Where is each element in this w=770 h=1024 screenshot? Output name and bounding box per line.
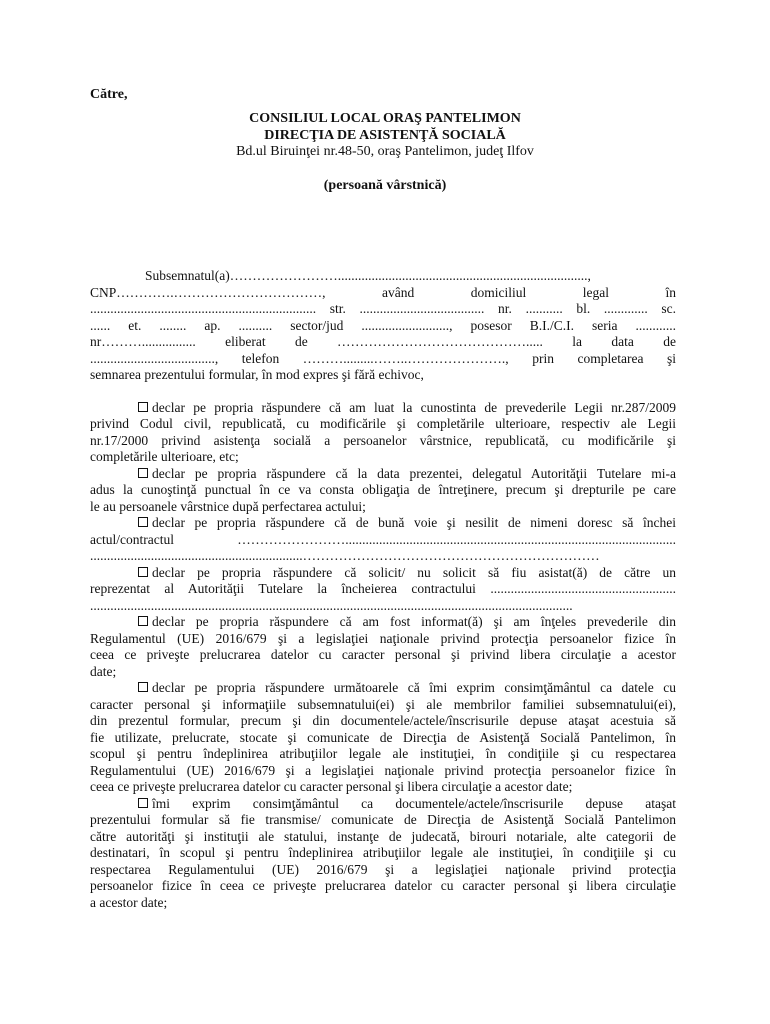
declaration-line: nr.17/2000 privind asistenţa socială a persoanelor vârstnice, republicată, cu modificările şi <box>90 432 676 448</box>
declaration-line: declar pe propria răspundere următoarele că îmi exprim consimţământul ca datele cu <box>152 680 676 695</box>
directorate-name: DIRECŢIA DE ASISTENŢĂ SOCIALĂ <box>264 127 506 143</box>
declaration-line: declar pe propria răspundere că solicit/ nu solicit să fiu asistat(ă) de către un <box>152 564 676 580</box>
declaration-line: destinatari, în scopul şi pentru îndeplinirea atribuţiilor legale ale instituţiei, în condiţiile şi cu <box>90 845 676 860</box>
checkbox-icon[interactable] <box>138 798 148 808</box>
declaration-line: le au persoanele vârstnice după perfectarea actului; <box>90 498 366 514</box>
declaration-line: îmi exprim consimţământul ca documentele/actele/înscrisurile depuse ataşat <box>152 795 676 811</box>
checkbox-icon[interactable] <box>138 567 148 577</box>
declaration-line: declar pe propria răspundere că de bună voie şi nesilit de nimeni doresc să închei <box>152 515 676 530</box>
declaration-line: Regulamentului (UE) 2016/679 şi a legislaţiei naţionale privind protecţia persoanelor fizice în <box>90 762 676 778</box>
checkbox-icon[interactable] <box>138 616 148 626</box>
council-name: CONSILIUL LOCAL ORAŞ PANTELIMON <box>249 111 521 126</box>
declaration-item <box>90 515 676 565</box>
declaration-line: din prezentul formular, precum şi din documentele/actele/înscrisurile depuse ataşat acestuia să <box>90 713 676 728</box>
checkbox-icon[interactable] <box>138 517 148 527</box>
declaration-line: date; <box>90 663 117 679</box>
declaration-line: declar pe propria răspundere că am luat la cunostinta de prevederile Legii nr.287/2009 <box>152 399 676 415</box>
checkbox-icon[interactable] <box>138 468 148 478</box>
declarations-list <box>90 400 676 912</box>
declaration-line: caracter personal şi informaţiile subsemnatului(ei) şi ale membrilor familiei subsemnatului(ei), <box>90 696 676 712</box>
declaration-line: prezentului formular să fie transmise/ comunicate de Direcţia de Asistenţă Socială Pantelimon <box>90 812 676 827</box>
declaration-line: respectarea Regulamentului (UE) 2016/679 şi a legislaţiei naţionale privind protecţia <box>90 861 676 877</box>
institution-header <box>0 111 770 161</box>
intro-line: CNP………….……………………………, având domiciliul legal în <box>90 284 676 300</box>
intro-line: ...... et. ........ ap. .......... sector/jud .........................., posesor B.I./C.I. seria ............ <box>90 317 676 333</box>
addressee: Către, <box>90 87 128 102</box>
declaration-line: ............................................................................................................................................... <box>90 597 573 613</box>
declaration-item <box>90 614 676 680</box>
intro-line: Subsemnatul(a)…………………….........................................................................., <box>145 268 591 283</box>
declaration-line: actul/contractul …………………….................................................................................................. <box>90 531 676 547</box>
declaration-line: reprezentat al Autorităţii Tutelare la încheierea contractului ....................................................... <box>90 581 676 596</box>
declaration-line: declar pe propria răspundere că la data prezentei, delegatul Autorităţii Tutelare mi-a <box>152 465 676 481</box>
form-body <box>90 268 676 911</box>
declaration-item <box>90 565 676 615</box>
checkbox-icon[interactable] <box>138 402 148 412</box>
declaration-line: ...............................................................………………………………………………………… <box>90 548 600 563</box>
declaration-line: Regulamentul (UE) 2016/679 şi a legislaţiei naţionale privind protecţia persoanelor fizice în <box>90 630 676 646</box>
institution-address: Bd.ul Biruinţei nr.48-50, oraş Pantelimon, judeţ Ilfov <box>236 144 534 159</box>
declaration-line: către autorităţi şi instituţii ale statului, instanţe de judecată, birouri notariale, alte categorii de <box>90 828 676 844</box>
intro-line: ....................................., telefon ……….........……..…………………., prin completarea şi <box>90 350 676 366</box>
intro-line: nr………................ eliberat de ……………………………………..... la data de <box>90 334 676 349</box>
declaration-line: ceea ce priveşte prelucrarea datelor cu caracter personal şi libera circulaţie a acestor date; <box>90 779 573 794</box>
declaration-line: privind Codul civil, republicată, cu modificările şi completările ulterioare, respectiv ale Legii <box>90 416 676 431</box>
declaration-line: a acestor date; <box>90 894 168 910</box>
declaration-line: persoanelor fizice în ceea ce priveşte prelucrarea datelor cu caracter personal şi libera circulaţie <box>90 878 676 893</box>
declaration-item <box>90 466 676 516</box>
intro-paragraph <box>90 268 676 384</box>
declaration-item <box>90 680 676 796</box>
intro-line: ................................................................... str. ..................................... nr. ........... bl. ............. sc. <box>90 301 676 316</box>
declaration-item <box>90 400 676 466</box>
declaration-line: fie utilizate, prelucrate, stocate şi comunicate de Direcţia de Asistenţă Socială Pantelimon, în <box>90 729 676 745</box>
declaration-line: completările ulterioare, etc; <box>90 449 239 464</box>
declaration-line: adus la cunoştinţă punctual în ce va consta obligaţia de întreţinere, precum şi drepturile pe care <box>90 482 676 497</box>
declaration-item <box>90 796 676 912</box>
intro-line: semnarea prezentului formular, în mod expres şi fără echivoc, <box>90 367 424 382</box>
declaration-line: ceea ce priveşte prelucrarea datelor cu caracter personal şi privind libera circulaţie a acestor <box>90 647 676 662</box>
declaration-line: declar pe propria răspundere că am fost informat(ă) şi am înţeles prevederile din <box>152 614 676 629</box>
form-category: (persoană vârstnică) <box>323 178 447 193</box>
declaration-line: scopul şi pentru îndeplinirea atribuţiilor legale ale instituţiei, în condiţiile şi cu respectarea <box>90 746 676 761</box>
checkbox-icon[interactable] <box>138 682 148 692</box>
